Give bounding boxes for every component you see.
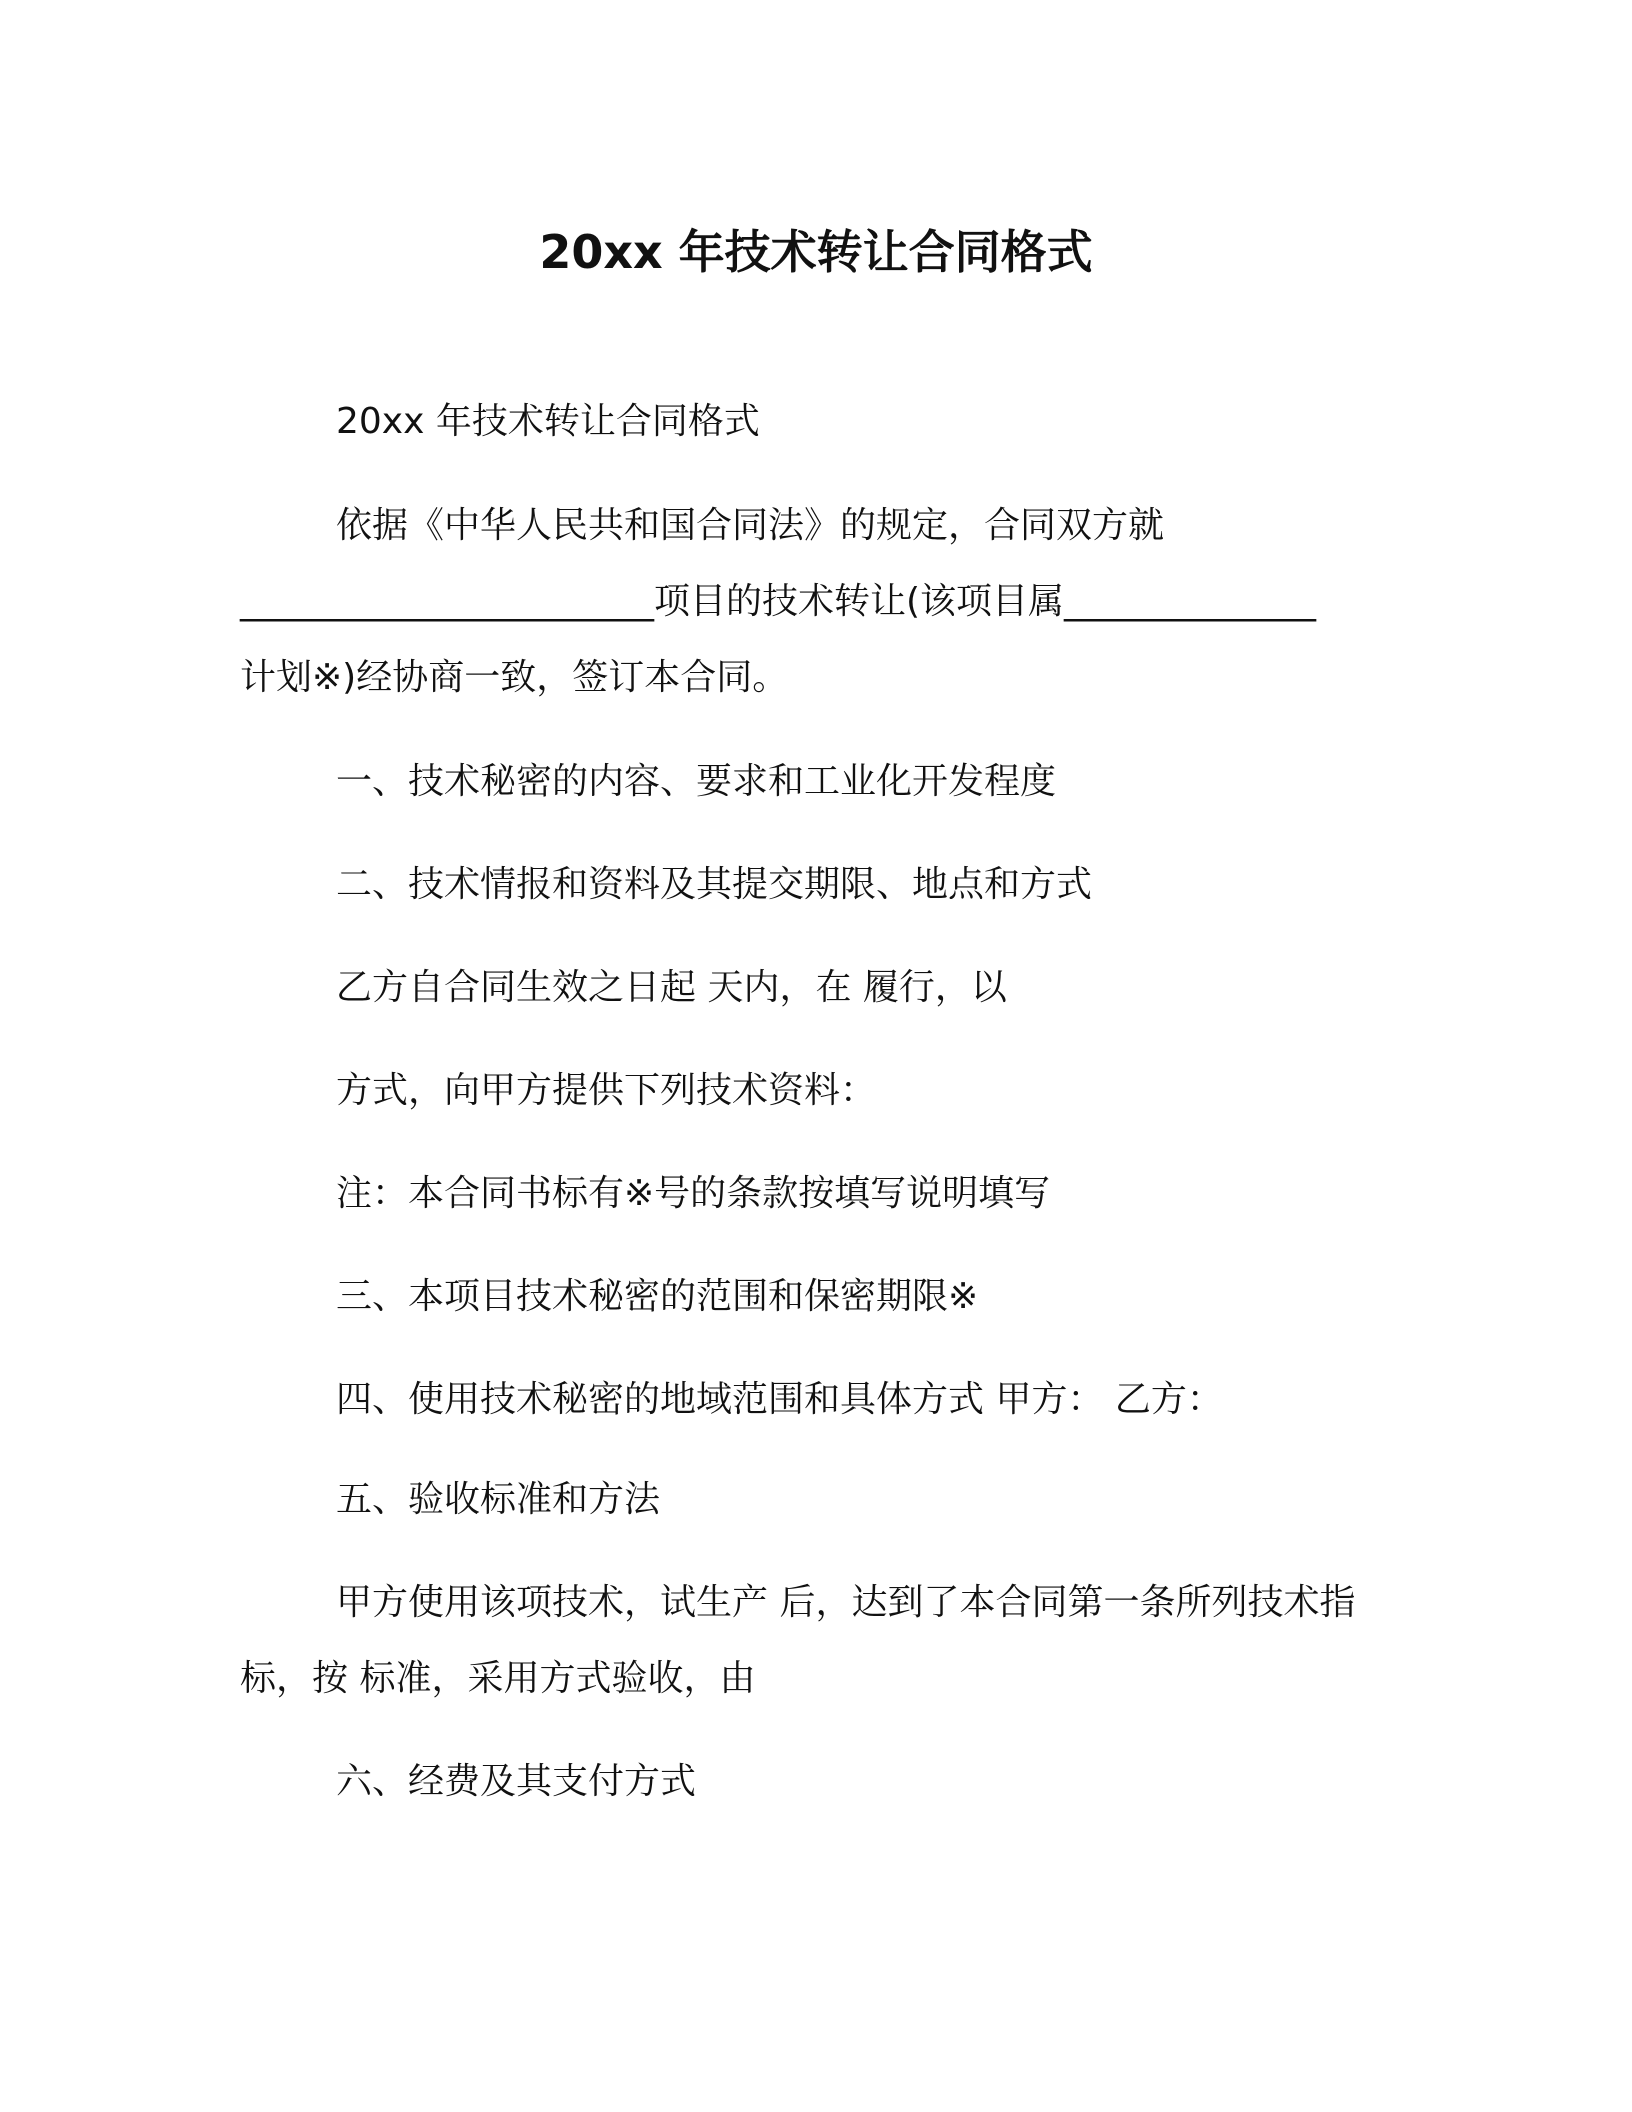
paragraph-subtitle: 20xx 年技术转让合同格式 <box>336 401 760 442</box>
paragraph-note: 注：本合同书标有※号的条款按填写说明填写 <box>336 1173 1051 1214</box>
paragraph-acceptance-continued: 标，按 标准，采用方式验收，由 <box>240 1658 756 1699</box>
paragraph-acceptance: 甲方使用该项技术，试生产 后，达到了本合同第一条所列技术指 <box>336 1582 1356 1623</box>
section-heading-6: 六、经费及其支付方式 <box>336 1761 697 1802</box>
section-heading-4: 四、使用技术秘密的地域范围和具体方式 甲方： 乙方： <box>336 1379 1223 1420</box>
section-heading-3: 三、本项目技术秘密的范围和保密期限※ <box>336 1276 979 1317</box>
paragraph-delivery: 乙方自合同生效之日起 天内，在 履行，以 <box>336 967 1007 1008</box>
paragraph-project-blank: _______________________项目的技术转让(该项目属______________ <box>240 581 1317 622</box>
paragraph-delivery-method: 方式，向甲方提供下列技术资料： <box>336 1070 877 1111</box>
section-heading-5: 五、验收标准和方法 <box>336 1479 661 1520</box>
paragraph-basis: 依据《中华人民共和国合同法》的规定，合同双方就 <box>336 505 1165 546</box>
section-heading-2: 二、技术情报和资料及其提交期限、地点和方式 <box>336 864 1093 905</box>
paragraph-agreement: 计划※)经协商一致，签订本合同。 <box>240 657 789 698</box>
section-heading-1: 一、技术秘密的内容、要求和工业化开发程度 <box>336 761 1057 802</box>
document-title: 20xx 年技术转让合同格式 <box>539 225 1093 279</box>
